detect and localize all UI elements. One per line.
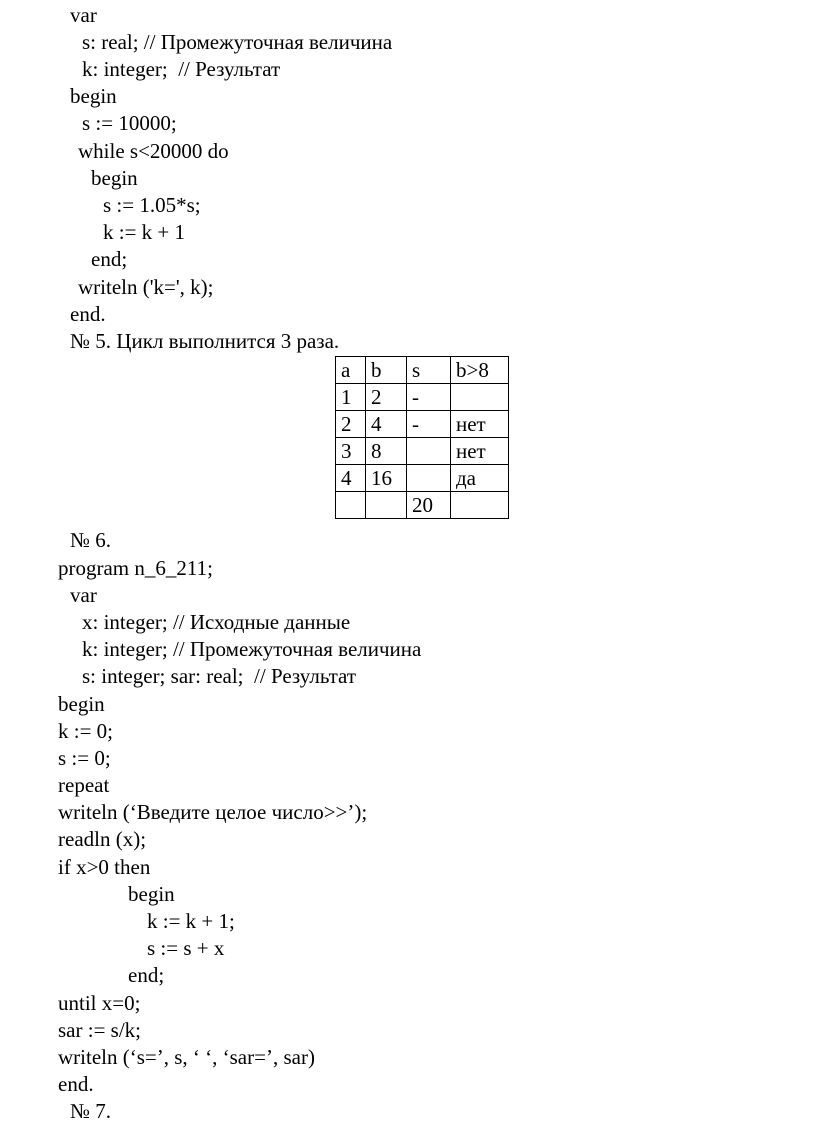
code-line: sar := s/k; [58,1018,142,1042]
code-line: begin [58,692,105,716]
table-cell: 2 [336,411,366,438]
trace-table [335,356,509,519]
table-cell: 2 [366,384,407,411]
table-row [336,492,509,519]
code-line: var [70,3,97,27]
table-row [336,411,509,438]
code-line: begin [128,882,175,906]
table-header-cell: b>8 [451,357,509,384]
table-cell [451,492,509,519]
code-line: s: real; // Промежуточная величина [82,30,393,54]
table-cell [366,492,407,519]
code-line: k := 0; [58,719,114,743]
code-line: end; [128,963,165,987]
code-line: s := 0; [58,746,111,770]
code-line: s := s + x [147,936,225,960]
table-cell: нет [451,438,509,465]
code-line: writeln ('k=', k); [78,275,214,299]
code-line: begin [70,84,117,108]
code-line: end; [91,247,128,271]
table-cell: 20 [407,492,451,519]
table-cell: 4 [336,465,366,492]
code-line: begin [91,166,138,190]
table-header-row [336,357,509,384]
table-header-cell: b [366,357,407,384]
table-cell [336,492,366,519]
code-line: k: integer; // Промежуточная величина [82,637,422,661]
code-line: while s<20000 do [78,139,229,163]
code-line: readln (x); [58,827,147,851]
code-line: end. [70,302,106,326]
code-line: k := k + 1; [147,909,235,933]
code-line: var [70,583,97,607]
code-line: if x>0 then [58,855,151,879]
task-7-heading: № 7. [70,1099,112,1123]
table-row [336,384,509,411]
code-line: k: integer; // Результат [82,57,281,81]
table-row [336,438,509,465]
code-line: repeat [58,773,110,797]
table-header-cell: a [336,357,366,384]
task-6-heading: № 6. [70,528,112,552]
table-cell: - [407,411,451,438]
table-cell: да [451,465,509,492]
table-header-cell: s [407,357,451,384]
code-line: writeln (‘s=’, s, ‘ ‘, ‘sar=’, sar) [58,1045,315,1069]
table-cell: 16 [366,465,407,492]
code-line: s: integer; sar: real; // Результат [82,664,356,688]
table-cell: 1 [336,384,366,411]
code-line: until x=0; [58,991,141,1015]
table-cell [451,384,509,411]
code-line: s := 10000; [82,111,177,135]
table-cell: 8 [366,438,407,465]
task-5-heading: № 5. Цикл выполнится 3 раза. [70,329,340,353]
table-cell: 4 [366,411,407,438]
code-line: end. [58,1072,94,1096]
table-cell [407,465,451,492]
table-cell: 3 [336,438,366,465]
code-line: program n_6_211; [58,556,213,580]
table-row [336,465,509,492]
table-cell [407,438,451,465]
code-line: x: integer; // Исходные данные [82,610,351,634]
code-line: k := k + 1 [103,220,186,244]
table-cell: нет [451,411,509,438]
code-line: writeln (‘Введите целое число>>’); [58,800,368,824]
code-line: s := 1.05*s; [103,193,201,217]
table-cell: - [407,384,451,411]
